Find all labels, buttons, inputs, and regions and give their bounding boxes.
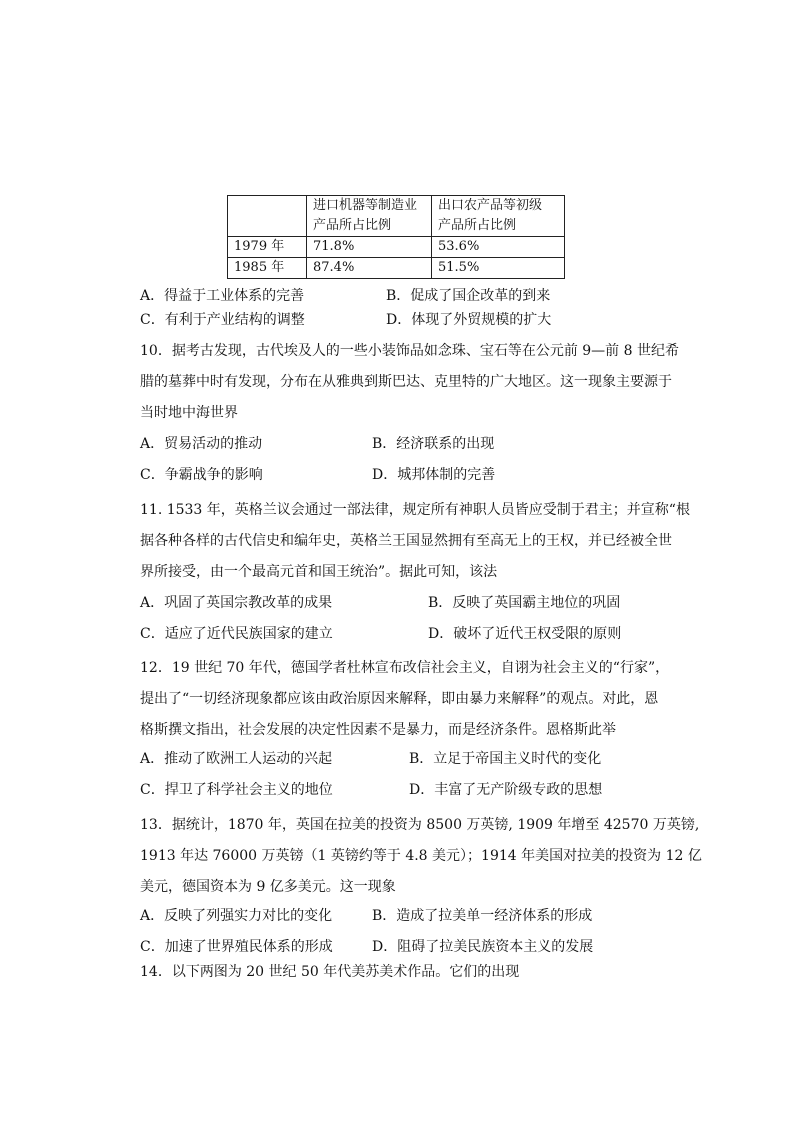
q10-option-c: C．争霸战争的影响 <box>140 467 263 483</box>
q14-stem-line: 14．以下两图为 20 世纪 50 年代美苏美术作品。它们的出现 <box>140 964 520 980</box>
q13-option-b: B．造成了拉美单一经济体系的形成 <box>372 908 593 924</box>
table-cell-export: 51.5% <box>432 258 565 279</box>
table-cell-year: 1985 年 <box>228 258 307 279</box>
q10-stem-line: 腊的墓葬中时有发现，分布在从雅典到斯巴达、克里特的广大地区。这一现象主要源于 <box>140 374 672 390</box>
q10-option-a: A．贸易活动的推动 <box>140 436 263 452</box>
table-header-row <box>228 196 565 237</box>
q10-option-b: B．经济联系的出现 <box>372 436 495 452</box>
q11-option-a: A．巩固了英国宗教改革的成果 <box>140 595 333 611</box>
table-row <box>228 258 565 279</box>
table-header-cell: 出口农产品等初级 产品所占比例 <box>432 196 565 237</box>
table-cell-import: 71.8% <box>307 237 432 258</box>
q13-stem-line: 13．据统计，1870 年，英国在拉美的投资为 8500 万英镑, 1909 年增至 42570 万英镑, <box>140 817 700 833</box>
q10-option-d: D．城邦体制的完善 <box>372 467 496 483</box>
q10-stem-line: 10．据考古发现，古代埃及人的一些小装饰品如念珠、宝石等在公元前 9—前 8 世纪希 <box>140 343 679 359</box>
q12-option-c: C．捍卫了科学社会主义的地位 <box>140 782 333 798</box>
table-cell-export: 53.6% <box>432 237 565 258</box>
table-header-cell <box>228 196 307 237</box>
table-header-cell: 进口机器等制造业 产品所占比例 <box>307 196 432 237</box>
q9-option-b: B．促成了国企改革的到来 <box>386 288 551 304</box>
q13-stem-line: 1913 年达 76000 万英镑（1 英镑约等于 4.8 美元）；1914 年美国对拉美的投资为 12 亿 <box>140 848 702 864</box>
q13-option-a: A．反映了列强实力对比的变化 <box>140 908 333 924</box>
q13-option-d: D．阻碍了拉美民族资本主义的发展 <box>372 939 594 955</box>
q11-option-b: B．反映了英国霸主地位的巩固 <box>428 595 621 611</box>
q13-option-c: C．加速了世界殖民体系的形成 <box>140 939 333 955</box>
table-cell-import: 87.4% <box>307 258 432 279</box>
q12-option-b: B．立足于帝国主义时代的变化 <box>409 751 602 767</box>
q11-stem-line: 据各种各样的古代信史和编年史，英格兰王国显然拥有至高无上的王权，并已经被全世 <box>140 533 672 549</box>
q12-option-d: D．丰富了无产阶级专政的思想 <box>409 782 603 798</box>
q9-option-a: A．得益于工业体系的完善 <box>140 288 305 304</box>
q11-stem-line: 界所接受，由一个最高元首和国王统治”。据此可知，该法 <box>140 564 498 580</box>
q11-stem-line: 11. 1533 年，英格兰议会通过一部法律，规定所有神职人员皆应受制于君主；并宣称“根 <box>140 502 690 518</box>
q12-stem-line: 提出了“一切经济现象都应该由政治原因来解释，即由暴力来解释”的观点。对此，恩 <box>140 691 659 707</box>
q10-stem-line: 当时地中海世界 <box>140 405 238 421</box>
q13-stem-line: 美元，德国资本为 9 亿多美元。这一现象 <box>140 879 396 895</box>
q12-stem-line: 格斯撰文指出，社会发展的决定性因素不是暴力，而是经济条件。恩格斯此举 <box>140 722 616 738</box>
q9-option-d: D．体现了外贸规模的扩大 <box>386 312 552 328</box>
q12-stem-line: 12．19 世纪 70 年代，德国学者杜林宣布改信社会主义，自诩为社会主义的“行家”， <box>140 660 670 676</box>
table-row <box>228 237 565 258</box>
q11-option-c: C．适应了近代民族国家的建立 <box>140 626 333 642</box>
q12-option-a: A．推动了欧洲工人运动的兴起 <box>140 751 333 767</box>
q9-option-c: C．有利于产业结构的调整 <box>140 312 305 328</box>
table-cell-year: 1979 年 <box>228 237 307 258</box>
q11-option-d: D．破坏了近代王权受限的原则 <box>428 626 622 642</box>
trade-table <box>227 195 565 279</box>
